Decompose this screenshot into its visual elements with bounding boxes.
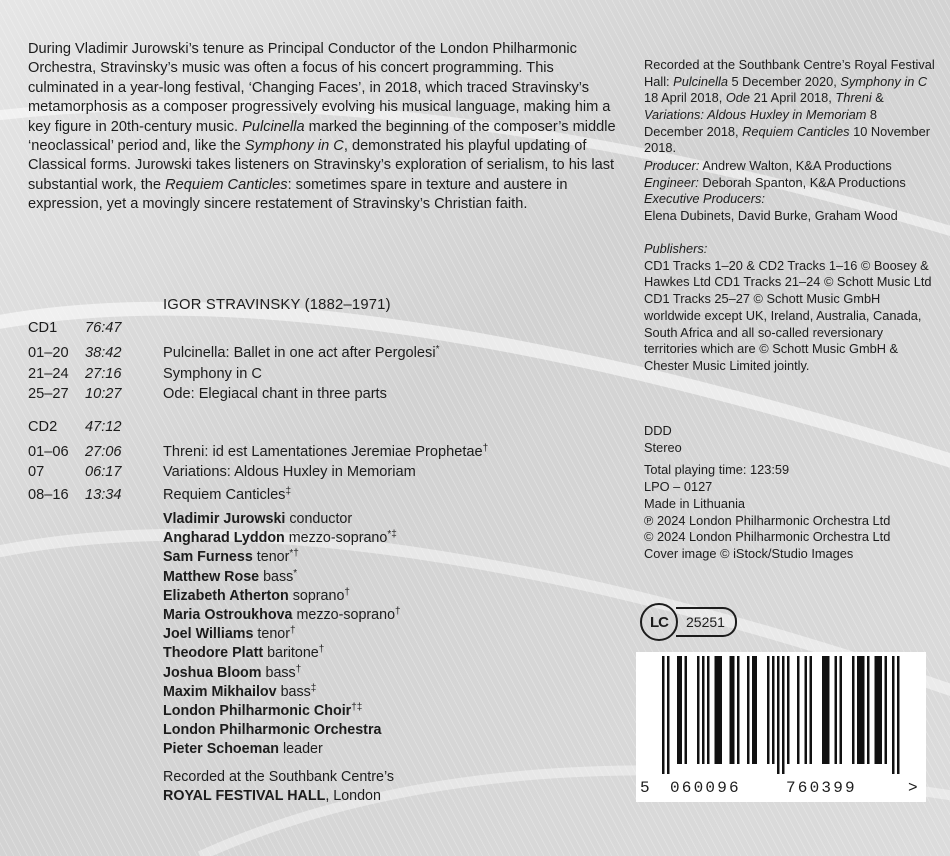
recording-info-segment: & bbox=[871, 90, 884, 106]
artist-item bbox=[163, 644, 401, 663]
artist-role: conductor bbox=[285, 511, 353, 527]
tech-line: LPO – 0127 bbox=[644, 479, 713, 495]
barcode-bar bbox=[835, 656, 838, 764]
artist-role: bass bbox=[259, 568, 294, 585]
engineer-value: Deborah Spanton, K&A Productions bbox=[698, 174, 906, 190]
recording-info-segment: Symphony in C bbox=[840, 73, 928, 89]
tech-line: Total playing time: 123:59 bbox=[644, 462, 790, 478]
artist-role: tenor bbox=[252, 549, 290, 566]
intro-segment: , demonstrated his playful updating of Classical forms. Jurowski takes listeners on Stravinsky’s exploration of serialism, to his last substantial work, the bbox=[28, 138, 615, 193]
track-title: Requiem Canticles bbox=[163, 487, 286, 503]
barcode-bar bbox=[747, 656, 750, 764]
track-duration: 38:42 bbox=[85, 345, 122, 361]
track-duration: 47:12 bbox=[85, 419, 122, 435]
barcode-bar bbox=[772, 656, 775, 764]
barcode-bars bbox=[650, 656, 912, 774]
engineer-label: Engineer: bbox=[644, 174, 699, 190]
intro-segment: : sometimes spare in texture and austere in expression, yet a movingly sincere restatement of Stravinsky’s Christian faith. bbox=[28, 176, 568, 213]
barcode-bar bbox=[877, 656, 880, 764]
venue-line: Recorded at the Southbank Centre’s bbox=[163, 769, 395, 785]
barcode-bar bbox=[715, 656, 718, 764]
barcode-bar bbox=[755, 656, 758, 764]
artist-role: bass bbox=[261, 664, 296, 681]
recording-info-segment: Variations: Aldous Huxley in Memoriam bbox=[644, 106, 867, 122]
track-duration: 76:47 bbox=[85, 320, 122, 336]
track-duration: 27:06 bbox=[85, 444, 122, 460]
artist-name: Matthew Rose bbox=[163, 568, 260, 585]
artist-item bbox=[163, 510, 401, 529]
recording-info-segment: 8 December 2018, bbox=[644, 106, 878, 139]
barcode bbox=[636, 652, 926, 802]
artist-role: mezzo-soprano bbox=[284, 530, 388, 547]
barcode-digits bbox=[636, 776, 926, 800]
artist-footnote-mark: † bbox=[318, 644, 325, 656]
barcode-left-digits: 060096 bbox=[670, 779, 741, 797]
barcode-bar bbox=[732, 656, 735, 764]
lc-logo-icon: LC bbox=[640, 603, 678, 641]
barcode-bar bbox=[862, 656, 865, 764]
artist-footnote-mark: † bbox=[290, 625, 296, 637]
barcode-bar bbox=[797, 656, 800, 764]
technical-info bbox=[644, 423, 936, 563]
track-title: Threni: id est Lamentationes Jeremiae Prophetae bbox=[163, 444, 483, 460]
track-number: 08–16 bbox=[28, 487, 69, 503]
barcode-bar bbox=[875, 656, 878, 764]
artist-item bbox=[163, 606, 401, 625]
barcode-bar bbox=[880, 656, 883, 764]
track-duration: 10:27 bbox=[85, 386, 122, 402]
artist-role: soprano bbox=[288, 587, 345, 604]
artist-item bbox=[163, 529, 401, 548]
tech-line: DDD bbox=[644, 423, 672, 438]
barcode-bar bbox=[752, 656, 755, 764]
barcode-bar bbox=[702, 656, 705, 764]
barcode-bar bbox=[840, 656, 843, 764]
label-code-number: 25251 bbox=[676, 607, 737, 637]
artist-item bbox=[163, 664, 401, 683]
track-title: Pulcinella: Ballet in one act after Pergolesi bbox=[163, 345, 436, 361]
barcode-bar bbox=[720, 656, 723, 764]
intro-segment: During Vladimir Jurowski’s tenure as Principal Conductor of the London Philharmonic Orchestra, Stravinsky’s music was often a focus of his concert programming. This culminated in a year-long festival, ‘Changing Faces’, in 2018, which traced Stravinsky’s metamorphosis as a composer progressively evolving his musical language, making him a key figure in 20th-century music. bbox=[28, 41, 611, 135]
artist-item bbox=[163, 721, 401, 740]
recording-info-segment: Pulcinella bbox=[673, 73, 728, 89]
track-duration: 27:16 bbox=[85, 366, 122, 382]
barcode-bar bbox=[810, 656, 813, 764]
recording-info bbox=[644, 57, 936, 157]
barcode-first-digit: 5 bbox=[640, 779, 650, 797]
exec-producers-label: Executive Producers: bbox=[644, 191, 765, 207]
tech-line: © 2024 London Philharmonic Orchestra Ltd bbox=[644, 529, 891, 545]
barcode-bar bbox=[680, 656, 683, 764]
barcode-bar bbox=[707, 656, 710, 764]
barcode-bar bbox=[825, 656, 828, 764]
publishers bbox=[644, 241, 936, 375]
barcode-bar bbox=[777, 656, 780, 774]
recording-info-segment: 10 November 2018. bbox=[644, 123, 930, 156]
recording-info-segment: Threni bbox=[835, 90, 872, 106]
barcode-bar bbox=[730, 656, 733, 764]
tech-line: Made in Lithuania bbox=[644, 495, 746, 511]
artist-item bbox=[163, 548, 401, 567]
recording-info-segment: 18 April 2018, bbox=[644, 90, 726, 106]
track-row bbox=[28, 485, 291, 505]
recording-info-segment: Recorded at the Southbank Centre’s Royal Festival Hall: bbox=[644, 56, 935, 89]
intro-segment: Pulcinella bbox=[242, 118, 305, 135]
artist-role: leader bbox=[279, 741, 323, 758]
artist-name: Vladimir Jurowski bbox=[163, 511, 286, 527]
artist-name: London Philharmonic Choir bbox=[163, 703, 352, 720]
producer-label: Producer: bbox=[644, 158, 700, 173]
track-number: 01–20 bbox=[28, 345, 69, 361]
artist-footnote-mark: * bbox=[293, 567, 298, 579]
artist-name: Sam Furness bbox=[163, 549, 253, 566]
barcode-bar bbox=[897, 656, 900, 774]
recording-info-segment: Ode bbox=[725, 90, 751, 106]
barcode-end-mark: > bbox=[908, 779, 918, 797]
artist-item bbox=[163, 587, 401, 606]
tech-line: ℗ 2024 London Philharmonic Orchestra Ltd bbox=[644, 512, 891, 528]
track-title: Ode: Elegiacal chant in three parts bbox=[163, 386, 387, 402]
track-duration: 13:34 bbox=[85, 487, 122, 503]
publishers-label: Publishers: bbox=[644, 241, 708, 256]
artist-item bbox=[163, 625, 401, 644]
barcode-bar bbox=[857, 656, 860, 764]
barcode-bar bbox=[697, 656, 700, 764]
tech-line: Stereo bbox=[644, 439, 682, 455]
barcode-bar bbox=[667, 656, 670, 774]
artist-footnote-mark: † bbox=[344, 586, 350, 598]
artist-name: Maria Ostroukhova bbox=[163, 607, 293, 624]
barcode-bar bbox=[677, 656, 680, 764]
artist-name: Angharad Lyddon bbox=[163, 530, 285, 547]
recording-info-segment: Requiem Canticles bbox=[742, 123, 850, 139]
track-number: CD1 bbox=[28, 320, 58, 336]
barcode-bar bbox=[827, 656, 830, 764]
intro-segment: Symphony in C bbox=[244, 138, 344, 155]
exec-producers-value: Elena Dubinets, David Burke, Graham Wood bbox=[644, 208, 898, 224]
artist-role: bass bbox=[276, 683, 311, 700]
artist-item bbox=[163, 568, 401, 587]
intro-segment: marked the beginning of the composer’s middle ‘neoclassical’ period and, like the bbox=[28, 118, 616, 155]
barcode-bar bbox=[787, 656, 790, 764]
artist-list bbox=[163, 510, 401, 760]
track-footnote-mark: ‡ bbox=[285, 486, 292, 497]
barcode-bar bbox=[737, 656, 740, 764]
barcode-bar bbox=[685, 656, 688, 764]
barcode-bar bbox=[885, 656, 888, 764]
track-row bbox=[28, 442, 488, 462]
recording-info-segment: 5 December 2020, bbox=[727, 73, 841, 89]
barcode-bar bbox=[717, 656, 720, 764]
track-row bbox=[28, 384, 387, 404]
artist-footnote-mark: † bbox=[395, 606, 401, 618]
artist-name: London Philharmonic Orchestra bbox=[163, 722, 382, 739]
barcode-bar bbox=[782, 656, 785, 774]
track-row bbox=[28, 343, 439, 363]
track-duration: 06:17 bbox=[85, 464, 122, 480]
track-number: CD2 bbox=[28, 419, 58, 435]
artist-name: Joel Williams bbox=[163, 626, 254, 643]
barcode-bar bbox=[662, 656, 665, 774]
track-footnote-mark: † bbox=[482, 443, 489, 454]
producer-value: Andrew Walton, K&A Productions bbox=[699, 158, 892, 173]
barcode-bar bbox=[852, 656, 855, 764]
artist-role: baritone bbox=[263, 645, 319, 662]
composer-heading: IGOR STRAVINSKY (1882–1971) bbox=[163, 297, 391, 313]
artist-role: mezzo-soprano bbox=[292, 607, 396, 624]
track-number: 01–06 bbox=[28, 444, 69, 460]
track-number: 25–27 bbox=[28, 386, 69, 402]
artist-footnote-mark: *‡ bbox=[387, 529, 397, 541]
artist-role: tenor bbox=[253, 626, 291, 643]
credits bbox=[644, 158, 936, 225]
artist-name: Joshua Bloom bbox=[163, 664, 262, 681]
disc-row bbox=[28, 417, 163, 437]
artist-name: Theodore Platt bbox=[163, 645, 264, 662]
tech-line: Cover image © iStock/Studio Images bbox=[644, 545, 854, 561]
artist-name: Elizabeth Atherton bbox=[163, 587, 289, 604]
recording-info-segment: 21 April 2018, bbox=[750, 90, 836, 106]
publishers-text: CD1 Tracks 1–20 & CD2 Tracks 1–16 © Boosey & Hawkes Ltd CD1 Tracks 21–24 © Schott Music Ltd CD1 Tracks 25–27 © Schott Music GmbH worldwide except UK, Ireland, Australia, Canada, South Africa and all so-called reversionary territories which are © Schott Music GmbH & Chester Music Limited jointly. bbox=[644, 257, 932, 373]
track-number: 07 bbox=[28, 464, 45, 480]
artist-footnote-mark: †‡ bbox=[351, 702, 363, 714]
barcode-bar bbox=[822, 656, 825, 764]
artist-footnote-mark: *† bbox=[289, 548, 299, 560]
artist-footnote-mark: ‡ bbox=[310, 682, 317, 694]
barcode-bar bbox=[805, 656, 808, 764]
intro-paragraph bbox=[28, 40, 618, 215]
venue-hall: ROYAL FESTIVAL HALL bbox=[163, 788, 326, 805]
venue-note bbox=[163, 768, 394, 807]
track-row bbox=[28, 462, 416, 482]
intro-segment: Requiem Canticles bbox=[165, 176, 288, 193]
track-title: Variations: Aldous Huxley in Memoriam bbox=[163, 464, 416, 480]
artist-footnote-mark: † bbox=[295, 663, 302, 675]
barcode-bar bbox=[892, 656, 895, 774]
track-footnote-mark: * bbox=[435, 344, 440, 355]
artist-item bbox=[163, 702, 401, 721]
barcode-right-digits: 760399 bbox=[786, 779, 857, 797]
artist-name: Maxim Mikhailov bbox=[163, 683, 277, 700]
label-code bbox=[640, 603, 737, 641]
artist-item bbox=[163, 683, 401, 702]
track-number: 21–24 bbox=[28, 366, 69, 382]
barcode-bar bbox=[867, 656, 870, 764]
track-title: Symphony in C bbox=[163, 366, 262, 382]
artist-item bbox=[163, 740, 401, 759]
disc-row bbox=[28, 318, 163, 338]
barcode-bar bbox=[767, 656, 770, 764]
artist-name: Pieter Schoeman bbox=[163, 741, 280, 758]
track-row bbox=[28, 364, 262, 384]
venue-city: , London bbox=[325, 788, 381, 805]
barcode-bar bbox=[860, 656, 863, 764]
